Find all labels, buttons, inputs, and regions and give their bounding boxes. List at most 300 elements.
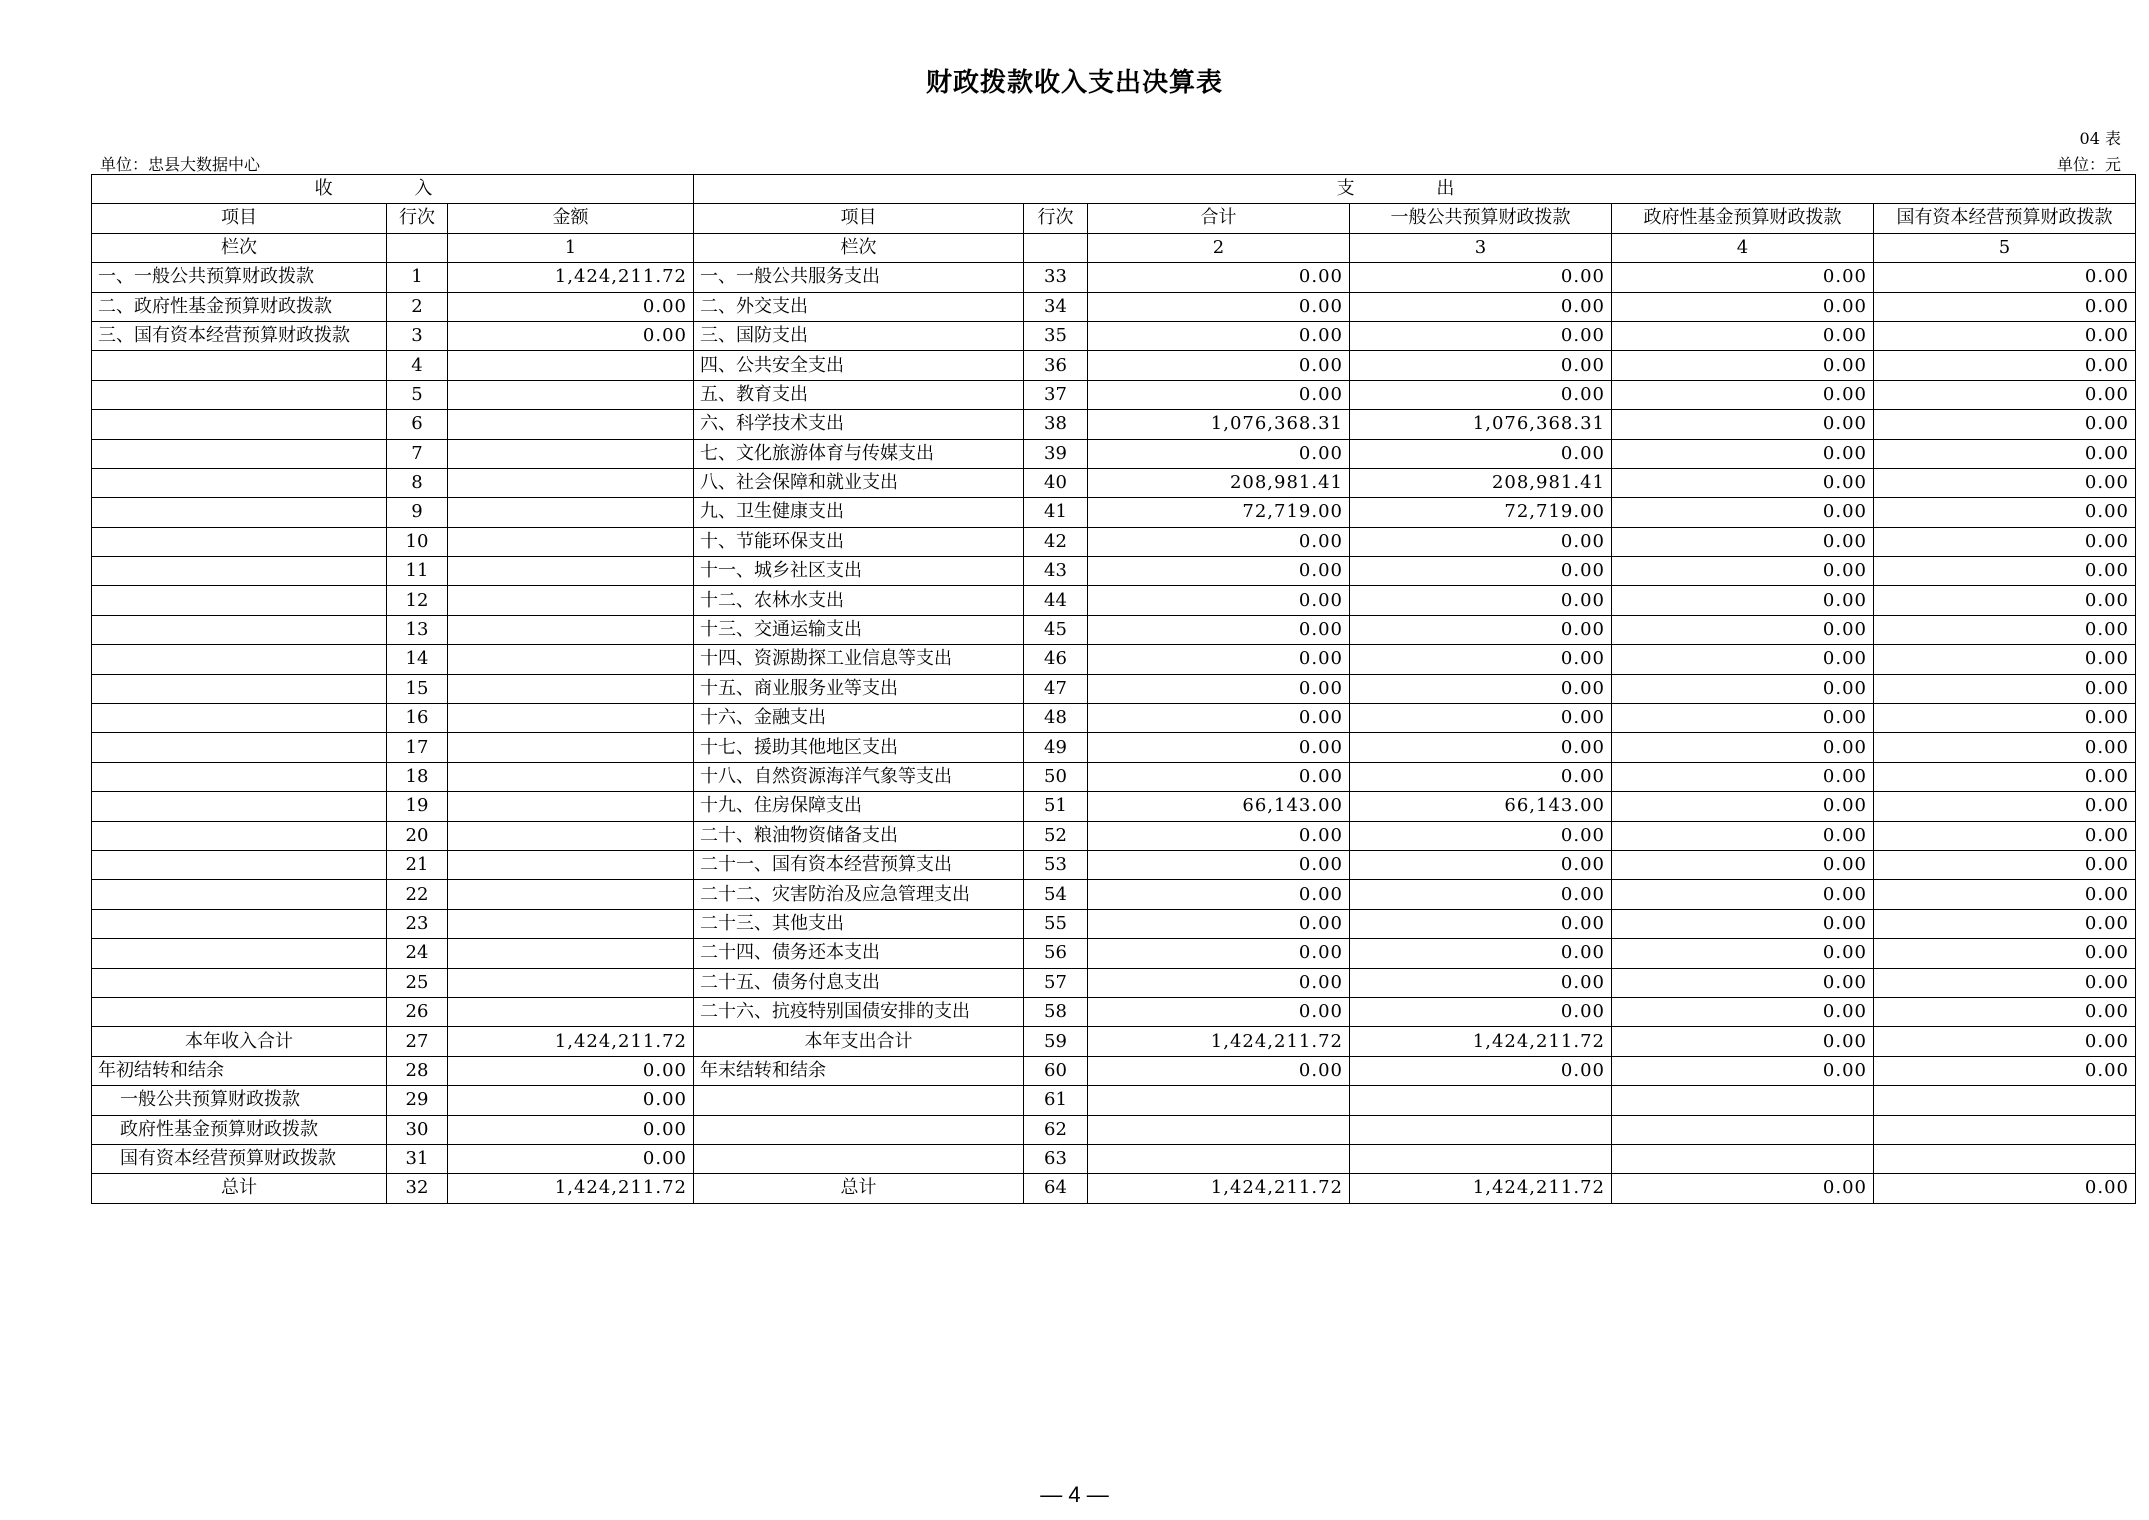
table-row — [92, 263, 2136, 292]
row-right-item: 二十四、债务还本支出 — [694, 939, 1024, 968]
col-fund-no: 4 — [1612, 233, 1874, 262]
row-total: 0.00 — [1088, 263, 1350, 292]
header-amount: 金额 — [448, 204, 694, 233]
row-left-item — [92, 674, 387, 703]
row-right-item: 十九、住房保障支出 — [694, 792, 1024, 821]
page-number: — 4 — — [1040, 1482, 1109, 1507]
row-state: 0.00 — [1874, 821, 2136, 850]
table-row — [92, 850, 2136, 879]
row-left-amount — [448, 380, 694, 409]
row-total: 0.00 — [1088, 527, 1350, 556]
row-state: 0.00 — [1874, 674, 2136, 703]
col-empty — [387, 233, 448, 262]
grand-total-s: 0.00 — [1874, 1174, 2136, 1203]
row-right-item: 二十、粮油物资储备支出 — [694, 821, 1024, 850]
sub-row — [92, 1086, 2136, 1115]
row-right-no: 57 — [1024, 968, 1088, 997]
row-right-no: 33 — [1024, 263, 1088, 292]
table-row — [92, 909, 2136, 938]
row-total: 0.00 — [1088, 439, 1350, 468]
row-left-no: 19 — [387, 792, 448, 821]
income-total-row-no: 27 — [387, 1027, 448, 1056]
grand-total-f: 0.00 — [1612, 1174, 1874, 1203]
row-left-item — [92, 792, 387, 821]
sub-rrow-no: 62 — [1024, 1115, 1088, 1144]
row-left-item — [92, 704, 387, 733]
row-right-item: 二、外交支出 — [694, 292, 1024, 321]
row-total: 208,981.41 — [1088, 468, 1350, 497]
row-fund: 0.00 — [1612, 380, 1874, 409]
row-left-no: 25 — [387, 968, 448, 997]
row-right-no: 52 — [1024, 821, 1088, 850]
row-left-item — [92, 645, 387, 674]
row-right-item: 十二、农林水支出 — [694, 586, 1024, 615]
row-state: 0.00 — [1874, 704, 2136, 733]
row-total: 0.00 — [1088, 821, 1350, 850]
sub-row — [92, 1144, 2136, 1173]
ending-s: 0.00 — [1874, 1056, 2136, 1085]
sub-amount: 0.00 — [448, 1115, 694, 1144]
row-left-amount — [448, 704, 694, 733]
row-left-amount — [448, 909, 694, 938]
header-state: 国有资本经营预算财政拨款 — [1874, 204, 2136, 233]
row-left-item — [92, 968, 387, 997]
row-left-item — [92, 586, 387, 615]
row-right-item: 十六、金融支出 — [694, 704, 1024, 733]
row-left-amount: 0.00 — [448, 321, 694, 350]
row-right-no: 55 — [1024, 909, 1088, 938]
row-general: 0.00 — [1350, 909, 1612, 938]
grand-total-g: 1,424,211.72 — [1350, 1174, 1612, 1203]
ending-label: 年末结转和结余 — [694, 1056, 1024, 1085]
sub-rrow-no: 61 — [1024, 1086, 1088, 1115]
table-row — [92, 939, 2136, 968]
table-row — [92, 821, 2136, 850]
row-total: 0.00 — [1088, 380, 1350, 409]
header-item: 项目 — [92, 204, 387, 233]
row-general: 0.00 — [1350, 292, 1612, 321]
row-state: 0.00 — [1874, 410, 2136, 439]
row-left-item — [92, 468, 387, 497]
row-general: 0.00 — [1350, 527, 1612, 556]
row-left-amount — [448, 351, 694, 380]
row-left-no: 4 — [387, 351, 448, 380]
table-row — [92, 468, 2136, 497]
row-left-no: 20 — [387, 821, 448, 850]
row-total: 0.00 — [1088, 880, 1350, 909]
row-fund: 0.00 — [1612, 615, 1874, 644]
carryover-row — [92, 1056, 2136, 1085]
sub-empty — [694, 1115, 1024, 1144]
row-right-no: 58 — [1024, 997, 1088, 1026]
row-general: 0.00 — [1350, 880, 1612, 909]
row-state: 0.00 — [1874, 645, 2136, 674]
page-title: 财政拨款收入支出决算表 — [925, 68, 1223, 98]
row-right-no: 40 — [1024, 468, 1088, 497]
row-left-no: 7 — [387, 439, 448, 468]
sub-empty — [1088, 1086, 1350, 1115]
row-fund: 0.00 — [1612, 410, 1874, 439]
sub-empty — [1612, 1144, 1874, 1173]
row-state: 0.00 — [1874, 321, 2136, 350]
row-right-no: 53 — [1024, 850, 1088, 879]
row-left-amount — [448, 674, 694, 703]
row-fund: 0.00 — [1612, 674, 1874, 703]
row-general: 0.00 — [1350, 586, 1612, 615]
row-fund: 0.00 — [1612, 645, 1874, 674]
row-left-item — [92, 498, 387, 527]
row-total: 0.00 — [1088, 674, 1350, 703]
row-fund: 0.00 — [1612, 439, 1874, 468]
row-left-no: 22 — [387, 880, 448, 909]
row-total: 0.00 — [1088, 997, 1350, 1026]
row-left-no: 5 — [387, 380, 448, 409]
row-left-amount — [448, 733, 694, 762]
row-left-amount — [448, 880, 694, 909]
row-right-item: 二十二、灾害防治及应急管理支出 — [694, 880, 1024, 909]
row-left-no: 17 — [387, 733, 448, 762]
table-row — [92, 410, 2136, 439]
table-row — [92, 704, 2136, 733]
row-left-item — [92, 762, 387, 791]
row-state: 0.00 — [1874, 939, 2136, 968]
row-left-amount — [448, 586, 694, 615]
table-row — [92, 615, 2136, 644]
ending-f: 0.00 — [1612, 1056, 1874, 1085]
row-total: 1,076,368.31 — [1088, 410, 1350, 439]
row-right-item: 二十三、其他支出 — [694, 909, 1024, 938]
row-state: 0.00 — [1874, 968, 2136, 997]
row-state: 0.00 — [1874, 527, 2136, 556]
row-left-item — [92, 351, 387, 380]
row-right-no: 35 — [1024, 321, 1088, 350]
row-right-no: 37 — [1024, 380, 1088, 409]
row-right-item: 七、文化旅游体育与传媒支出 — [694, 439, 1024, 468]
row-right-item: 十七、援助其他地区支出 — [694, 733, 1024, 762]
row-fund: 0.00 — [1612, 527, 1874, 556]
row-left-item: 三、国有资本经营预算财政拨款 — [92, 321, 387, 350]
row-left-no: 8 — [387, 468, 448, 497]
row-fund: 0.00 — [1612, 792, 1874, 821]
row-right-no: 48 — [1024, 704, 1088, 733]
column-header-row — [92, 204, 2136, 233]
row-left-no: 13 — [387, 615, 448, 644]
col-label: 栏次 — [92, 233, 387, 262]
row-total: 0.00 — [1088, 321, 1350, 350]
row-left-no: 9 — [387, 498, 448, 527]
row-general: 0.00 — [1350, 939, 1612, 968]
row-left-item — [92, 439, 387, 468]
row-general: 0.00 — [1350, 850, 1612, 879]
row-right-no: 54 — [1024, 880, 1088, 909]
table-row — [92, 498, 2136, 527]
row-left-amount — [448, 939, 694, 968]
row-right-item: 四、公共安全支出 — [694, 351, 1024, 380]
table-row — [92, 762, 2136, 791]
row-right-item: 十三、交通运输支出 — [694, 615, 1024, 644]
row-state: 0.00 — [1874, 468, 2136, 497]
sub-empty — [1350, 1144, 1612, 1173]
row-left-item — [92, 880, 387, 909]
row-total: 0.00 — [1088, 292, 1350, 321]
row-right-no: 45 — [1024, 615, 1088, 644]
ending-g: 0.00 — [1350, 1056, 1612, 1085]
col-general-no: 3 — [1350, 233, 1612, 262]
table-row — [92, 351, 2136, 380]
sub-empty — [1350, 1115, 1612, 1144]
table-row — [92, 674, 2136, 703]
table-row — [92, 733, 2136, 762]
row-left-no: 24 — [387, 939, 448, 968]
currency-unit: 单位：元 — [2056, 155, 2121, 174]
col-amount-no: 1 — [448, 233, 694, 262]
row-right-item: 二十五、债务付息支出 — [694, 968, 1024, 997]
row-general: 0.00 — [1350, 968, 1612, 997]
sub-row — [92, 1115, 2136, 1144]
row-left-no: 11 — [387, 557, 448, 586]
column-number-row — [92, 233, 2136, 262]
row-right-item: 十八、自然资源海洋气象等支出 — [694, 762, 1024, 791]
row-state: 0.00 — [1874, 439, 2136, 468]
expense-total-t: 1,424,211.72 — [1088, 1027, 1350, 1056]
col-label2: 栏次 — [694, 233, 1024, 262]
row-total: 0.00 — [1088, 850, 1350, 879]
row-left-amount — [448, 792, 694, 821]
grand-total-t: 1,424,211.72 — [1088, 1174, 1350, 1203]
sub-row-no: 29 — [387, 1086, 448, 1115]
row-state: 0.00 — [1874, 292, 2136, 321]
appropriation-table — [91, 174, 2136, 1204]
row-state: 0.00 — [1874, 909, 2136, 938]
row-general: 0.00 — [1350, 645, 1612, 674]
row-left-amount: 0.00 — [448, 292, 694, 321]
row-right-item: 一、一般公共服务支出 — [694, 263, 1024, 292]
form-number: 04 表 — [2079, 129, 2121, 148]
row-total: 66,143.00 — [1088, 792, 1350, 821]
row-right-item: 八、社会保障和就业支出 — [694, 468, 1024, 497]
sub-label: 国有资本经营预算财政拨款 — [92, 1144, 387, 1173]
sub-amount: 0.00 — [448, 1086, 694, 1115]
row-state: 0.00 — [1874, 880, 2136, 909]
row-general: 0.00 — [1350, 321, 1612, 350]
table-row — [92, 997, 2136, 1026]
header-fund: 政府性基金预算财政拨款 — [1612, 204, 1874, 233]
sub-empty — [1874, 1086, 2136, 1115]
income-total-label: 本年收入合计 — [92, 1027, 387, 1056]
row-fund: 0.00 — [1612, 498, 1874, 527]
row-right-no: 50 — [1024, 762, 1088, 791]
ending-t: 0.00 — [1088, 1056, 1350, 1085]
row-total: 0.00 — [1088, 557, 1350, 586]
sub-empty — [1874, 1115, 2136, 1144]
row-fund: 0.00 — [1612, 939, 1874, 968]
beginning-label: 年初结转和结余 — [92, 1056, 387, 1085]
sub-row-no: 30 — [387, 1115, 448, 1144]
row-right-no: 47 — [1024, 674, 1088, 703]
row-left-amount — [448, 615, 694, 644]
row-total: 0.00 — [1088, 704, 1350, 733]
row-right-item: 五、教育支出 — [694, 380, 1024, 409]
row-left-amount — [448, 821, 694, 850]
ending-row-no: 60 — [1024, 1056, 1088, 1085]
row-state: 0.00 — [1874, 615, 2136, 644]
col-total-no: 2 — [1088, 233, 1350, 262]
table-row — [92, 321, 2136, 350]
income-total-row — [92, 1027, 2136, 1056]
row-fund: 0.00 — [1612, 292, 1874, 321]
col-state-no: 5 — [1874, 233, 2136, 262]
col-empty2 — [1024, 233, 1088, 262]
row-total: 0.00 — [1088, 615, 1350, 644]
row-left-no: 2 — [387, 292, 448, 321]
grand-total-row — [92, 1174, 2136, 1203]
row-left-amount — [448, 527, 694, 556]
row-state: 0.00 — [1874, 762, 2136, 791]
row-left-item — [92, 850, 387, 879]
sub-empty — [1874, 1144, 2136, 1173]
row-state: 0.00 — [1874, 850, 2136, 879]
table-row — [92, 380, 2136, 409]
row-fund: 0.00 — [1612, 850, 1874, 879]
row-left-no: 26 — [387, 997, 448, 1026]
expense-total-s: 0.00 — [1874, 1027, 2136, 1056]
grand-total-amount: 1,424,211.72 — [448, 1174, 694, 1203]
row-right-no: 41 — [1024, 498, 1088, 527]
row-general: 0.00 — [1350, 263, 1612, 292]
row-left-no: 18 — [387, 762, 448, 791]
sub-empty — [694, 1086, 1024, 1115]
sub-empty — [1088, 1115, 1350, 1144]
row-left-amount — [448, 645, 694, 674]
row-left-item — [92, 997, 387, 1026]
row-left-no: 3 — [387, 321, 448, 350]
table-row — [92, 292, 2136, 321]
grand-total-row-no2: 64 — [1024, 1174, 1088, 1203]
row-right-item: 六、科学技术支出 — [694, 410, 1024, 439]
row-general: 208,981.41 — [1350, 468, 1612, 497]
row-state: 0.00 — [1874, 380, 2136, 409]
row-left-item — [92, 821, 387, 850]
row-right-no: 36 — [1024, 351, 1088, 380]
row-left-item: 二、政府性基金预算财政拨款 — [92, 292, 387, 321]
row-left-item — [92, 527, 387, 556]
row-fund: 0.00 — [1612, 762, 1874, 791]
row-fund: 0.00 — [1612, 468, 1874, 497]
row-right-no: 44 — [1024, 586, 1088, 615]
row-general: 0.00 — [1350, 380, 1612, 409]
row-left-no: 6 — [387, 410, 448, 439]
row-right-item: 十一、城乡社区支出 — [694, 557, 1024, 586]
sub-empty — [1350, 1086, 1612, 1115]
table-row — [92, 557, 2136, 586]
row-state: 0.00 — [1874, 263, 2136, 292]
header-row: 行次 — [387, 204, 448, 233]
beginning-amount: 0.00 — [448, 1056, 694, 1085]
row-general: 0.00 — [1350, 733, 1612, 762]
row-general: 0.00 — [1350, 615, 1612, 644]
row-left-amount — [448, 997, 694, 1026]
row-left-amount: 1,424,211.72 — [448, 263, 694, 292]
row-right-item: 二十一、国有资本经营预算支出 — [694, 850, 1024, 879]
header-general: 一般公共预算财政拨款 — [1350, 204, 1612, 233]
row-general: 0.00 — [1350, 762, 1612, 791]
row-left-item: 一、一般公共预算财政拨款 — [92, 263, 387, 292]
row-right-item: 十四、资源勘探工业信息等支出 — [694, 645, 1024, 674]
row-general: 0.00 — [1350, 674, 1612, 703]
row-left-item — [92, 410, 387, 439]
row-total: 0.00 — [1088, 909, 1350, 938]
row-total: 0.00 — [1088, 939, 1350, 968]
row-right-no: 46 — [1024, 645, 1088, 674]
row-left-item — [92, 733, 387, 762]
row-total: 0.00 — [1088, 762, 1350, 791]
income-section-title: 收 入 — [92, 175, 694, 204]
sub-empty — [1612, 1086, 1874, 1115]
row-right-no: 34 — [1024, 292, 1088, 321]
row-general: 66,143.00 — [1350, 792, 1612, 821]
row-general: 0.00 — [1350, 439, 1612, 468]
unit-name: 单位：忠县大数据中心 — [100, 155, 261, 174]
row-left-amount — [448, 468, 694, 497]
row-left-no: 21 — [387, 850, 448, 879]
row-fund: 0.00 — [1612, 586, 1874, 615]
row-right-item: 三、国防支出 — [694, 321, 1024, 350]
row-fund: 0.00 — [1612, 821, 1874, 850]
sub-label: 政府性基金预算财政拨款 — [92, 1115, 387, 1144]
sub-amount: 0.00 — [448, 1144, 694, 1173]
sub-rrow-no: 63 — [1024, 1144, 1088, 1173]
expense-total-label: 本年支出合计 — [694, 1027, 1024, 1056]
row-total: 0.00 — [1088, 733, 1350, 762]
table-row — [92, 880, 2136, 909]
sub-empty — [1088, 1144, 1350, 1173]
row-general: 0.00 — [1350, 704, 1612, 733]
table-row — [92, 586, 2136, 615]
row-fund: 0.00 — [1612, 968, 1874, 997]
row-left-no: 16 — [387, 704, 448, 733]
row-left-no: 1 — [387, 263, 448, 292]
row-general: 0.00 — [1350, 351, 1612, 380]
row-state: 0.00 — [1874, 557, 2136, 586]
row-total: 72,719.00 — [1088, 498, 1350, 527]
expense-total-g: 1,424,211.72 — [1350, 1027, 1612, 1056]
row-right-item: 十、节能环保支出 — [694, 527, 1024, 556]
row-left-no: 15 — [387, 674, 448, 703]
row-general: 72,719.00 — [1350, 498, 1612, 527]
row-left-item — [92, 615, 387, 644]
table-row — [92, 645, 2136, 674]
table-row — [92, 527, 2136, 556]
row-fund: 0.00 — [1612, 997, 1874, 1026]
row-left-amount — [448, 850, 694, 879]
row-total: 0.00 — [1088, 351, 1350, 380]
header-row2: 行次 — [1024, 204, 1088, 233]
row-left-amount — [448, 439, 694, 468]
row-fund: 0.00 — [1612, 733, 1874, 762]
grand-total-row-no: 32 — [387, 1174, 448, 1203]
sub-row-no: 31 — [387, 1144, 448, 1173]
table-row — [92, 968, 2136, 997]
row-right-no: 38 — [1024, 410, 1088, 439]
row-right-no: 56 — [1024, 939, 1088, 968]
expense-total-row-no: 59 — [1024, 1027, 1088, 1056]
expense-section-title: 支 出 — [694, 175, 2136, 204]
row-state: 0.00 — [1874, 351, 2136, 380]
income-total-amount: 1,424,211.72 — [448, 1027, 694, 1056]
table-row — [92, 439, 2136, 468]
row-right-no: 42 — [1024, 527, 1088, 556]
row-fund: 0.00 — [1612, 909, 1874, 938]
